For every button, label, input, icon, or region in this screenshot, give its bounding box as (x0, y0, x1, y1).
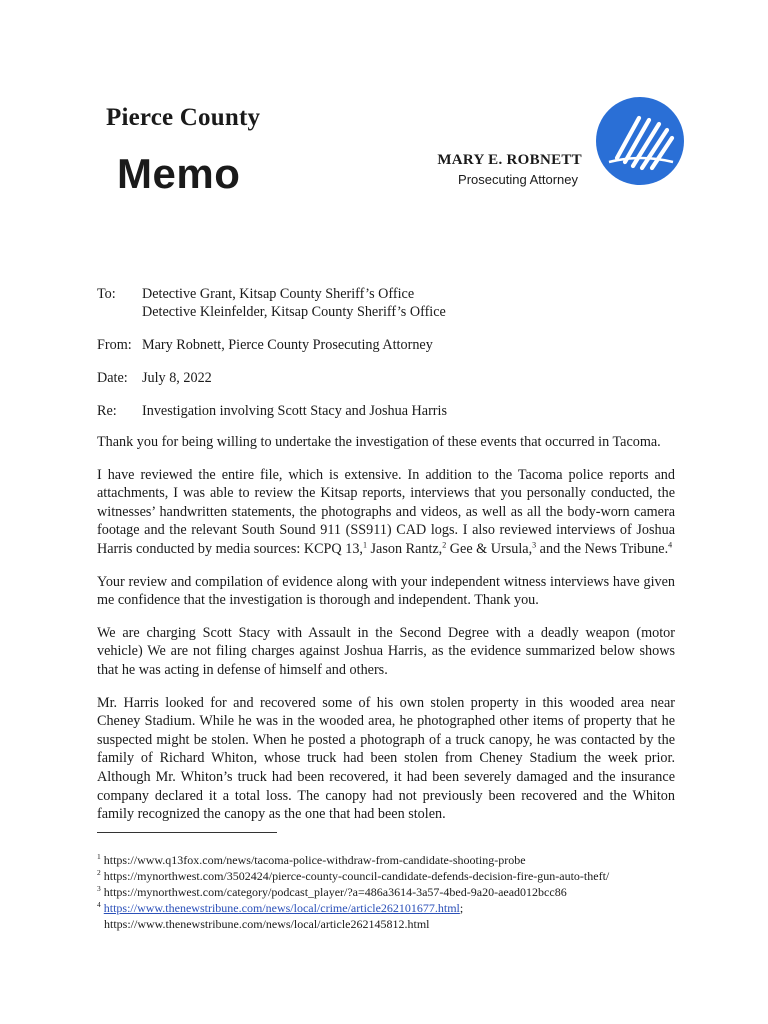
paragraph-2-text-a: I have reviewed the entire file, which is extensive. In addition to the Tacoma police reports and attachments, I was able to review the Kitsap reports, interviews that you personally conducted, the witnesses’ handwritten statements, the photographs and videos, as well as all the body-worn camera footage and the relevant South Sound 911 (SS911) CAD logs. I also reviewed interviews of Joshua Harris conducted by media sources: KCPQ 13, (97, 466, 675, 557)
footnote-url[interactable]: https://www.thenewstribune.com/news/local/article262145812.html (104, 917, 430, 931)
footnote-link[interactable]: https://www.thenewstribune.com/news/local/crime/article262101677.html (103, 901, 460, 915)
date-label: Date: (97, 370, 128, 386)
to-recipient-2: Detective Kleinfelder, Kitsap County Sheriff’s Office (142, 304, 446, 320)
paragraph-2 (97, 466, 675, 559)
footnote-divider (97, 832, 277, 833)
footnote-number: 3 (97, 884, 101, 893)
pierce-county-logo-icon (595, 96, 685, 186)
footnote-ref-4: 4 (668, 540, 673, 550)
footnote-ref-2: 2 (442, 540, 447, 550)
paragraph-2-text-b: Jason Rantz, (366, 540, 443, 557)
footnote-4 (97, 900, 697, 916)
footnote-number: 2 (97, 868, 101, 877)
paragraph-2-text-c: Gee & Ursula, (446, 540, 533, 557)
paragraph-1: Thank you for being willing to undertake the investigation of these events that occurred in Tacoma. (97, 434, 661, 450)
paragraph-4: We are charging Scott Stacy with Assault in the Second Degree with a deadly weapon (motor vehicle) We are not filing charges against Joshua Harris, as the evidence summarized below shows that he was acting in defense of himself and others. (97, 624, 675, 678)
paragraph-2-text-d: and the News Tribune. (536, 540, 669, 557)
re-label: Re: (97, 403, 117, 419)
re-value: Investigation involving Scott Stacy and Joshua Harris (142, 403, 447, 419)
memo-title: Memo (117, 150, 241, 197)
sender-name: MARY E. ROBNETT (437, 152, 582, 168)
memo-body (97, 433, 675, 838)
sender-title: Prosecuting Attorney (458, 172, 578, 187)
footnote-4-continuation (97, 916, 697, 932)
paragraph-5: Mr. Harris looked for and recovered some of his own stolen property in this wooded area near Cheney Stadium. While he was in the wooded area, he photographed other items of property that he suspected might be stolen. When he posted a photograph of a truck canopy, he was contacted by the family of Richard Whiton, whose truck had been stolen from Cheney Stadium the week prior. Although Mr. Whiton’s truck had been recovered, it had been severely damaged and the insurance company declared it a total loss. The canopy had not previously been recovered and the Whiton family recognized the canopy as the one that had been stolen. (97, 694, 675, 823)
org-name: Pierce County (106, 104, 261, 131)
from-value: Mary Robnett, Pierce County Prosecuting Attorney (142, 337, 433, 353)
footnote-1 (97, 852, 697, 868)
footnote-2 (97, 868, 697, 884)
footnote-3 (97, 884, 697, 900)
footnote-url[interactable]: https://www.q13fox.com/news/tacoma-police-withdraw-from-candidate-shooting-probe (103, 853, 526, 867)
to-label: To: (97, 286, 116, 302)
footnote-number: 1 (97, 852, 101, 861)
date-value: July 8, 2022 (142, 370, 212, 386)
footnote-url[interactable]: https://mynorthwest.com/3502424/pierce-county-council-candidate-defends-decision-fire-gun-auto-theft/ (103, 869, 610, 883)
footnote-number: 4 (97, 900, 101, 909)
footnotes (97, 852, 697, 932)
footnote-ref-1: 1 (362, 540, 367, 550)
paragraph-3: Your review and compilation of evidence along with your independent witness interviews have given me confidence that the investigation is thorough and independent. Thank you. (97, 573, 675, 609)
footnote-url[interactable]: https://mynorthwest.com/category/podcast_player/?a=486a3614-3a57-4bed-9a20-aead012bcc86 (103, 885, 567, 899)
to-recipient-1: Detective Grant, Kitsap County Sheriff’s Office (142, 286, 415, 302)
from-label: From: (97, 337, 132, 353)
footnote-separator: ; (459, 901, 464, 915)
footnote-ref-3: 3 (532, 540, 537, 550)
